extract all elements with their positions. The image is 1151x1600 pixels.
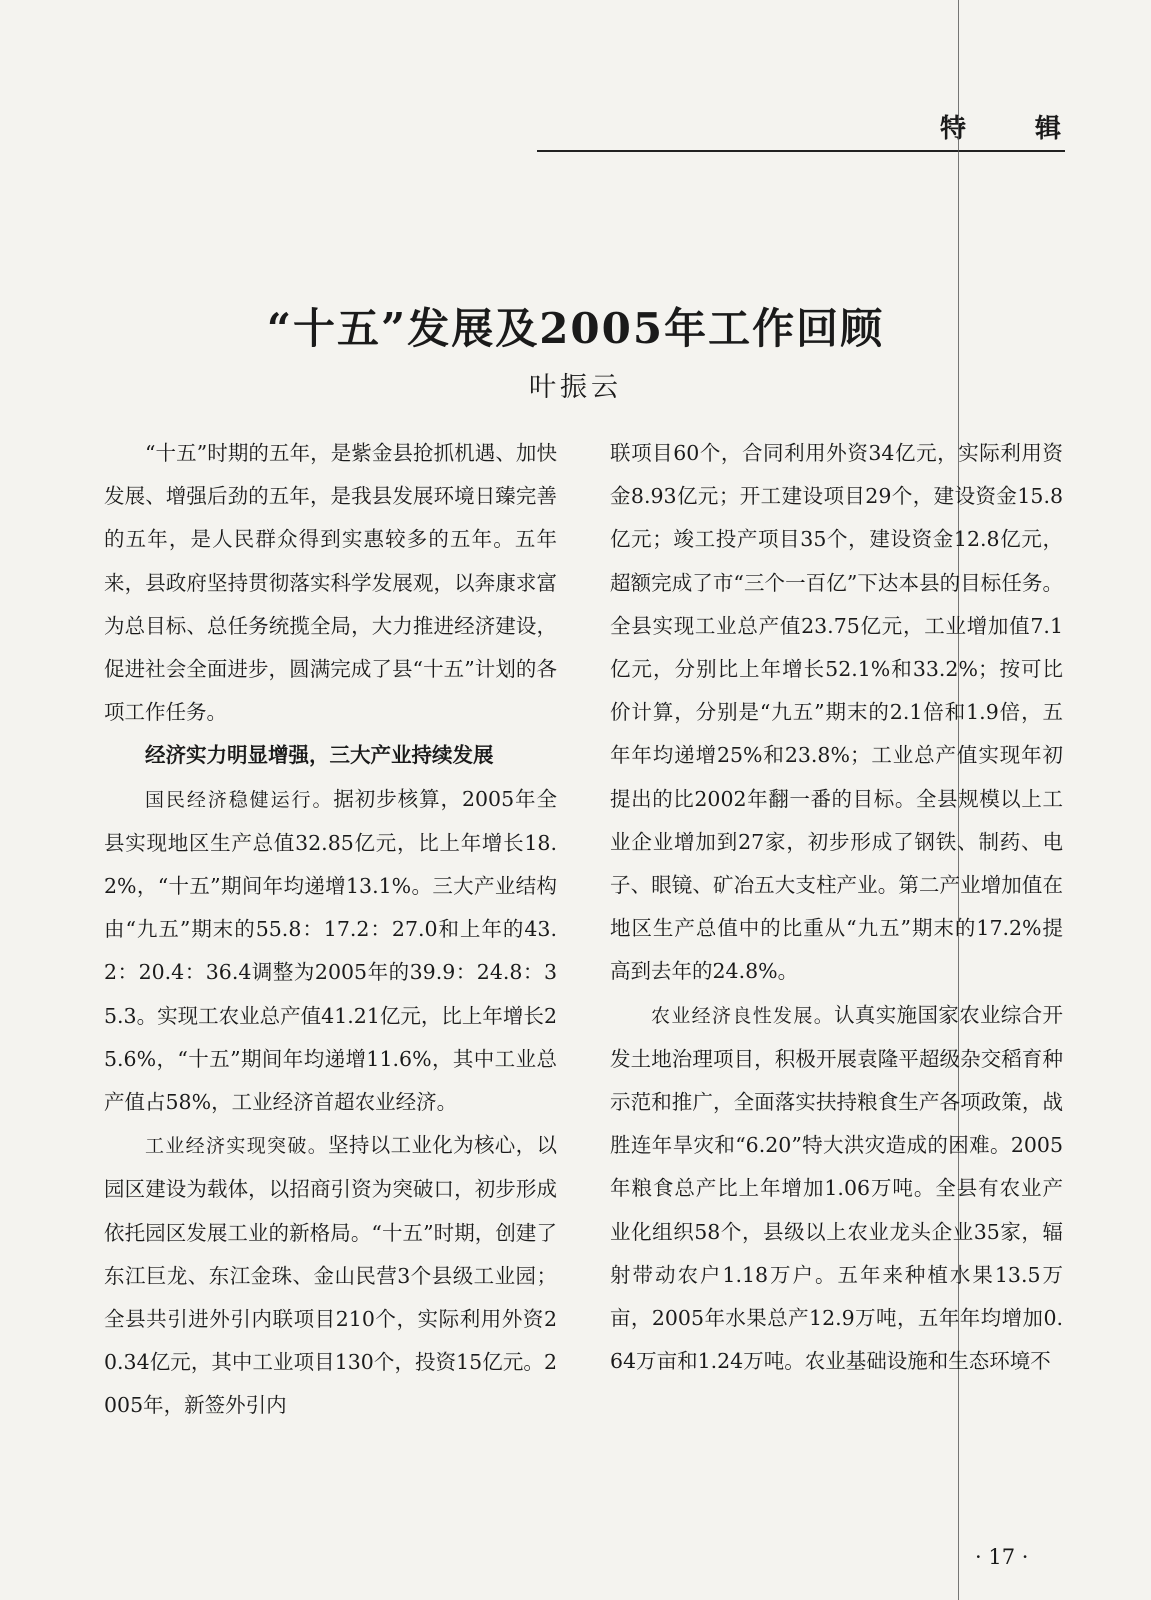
article-title: “十五”发展及2005年工作回顾 xyxy=(266,304,885,354)
header-rule xyxy=(537,150,1065,152)
article-author: 叶振云 xyxy=(529,372,622,403)
paragraph-lead: 农业经济良性发展。 xyxy=(651,1004,835,1027)
paragraph-text: 认真实施国家农业综合开发土地治理项目，积极开展袁隆平超级杂交稻育种示范和推广，全面落实扶持粮食生产各项政策，战胜连年旱灾和“6.20”特大洪灾造成的困难。2005年粮食总产比上年增加1.06万吨。全县有农业产业化组织58个，县级以上农业龙头企业35家，辐射带动农户1.18万户。五年来种植水果13.5万亩，2005年水果总产12.9万吨，五年年均增加0.64万亩和1.24万吨。农业基础设施和生态环境不 xyxy=(610,1002,1063,1374)
section-label: 特 辑 xyxy=(940,114,1092,144)
page-number: · 17 · xyxy=(975,1545,1029,1569)
left-column xyxy=(104,432,557,1428)
right-column xyxy=(610,432,1063,1383)
paragraph-industry-continued: 联项目60个，合同利用外资34亿元，实际利用资金8.93亿元；开工建设项目29个，建设资金15.8亿元；竣工投产项目35个，建设资金12.8亿元，超额完成了市“三个一百亿”下达本县的目标任务。全县实现工业总产值23.75亿元，工业增加值7.1亿元，分别比上年增长52.1%和33.2%；按可比价计算，分别是“九五”期末的2.1倍和1.9倍，五年年均递增25%和23.8%；工业总产值实现年初提出的比2002年翻一番的目标。全县规模以上工业企业增加到27家，初步形成了钢铁、制药、电子、眼镜、矿冶五大支柱产业。第二产业增加值在地区生产总值中的比重从“九五”期末的17.2%提高到去年的24.8%。 xyxy=(610,441,1063,984)
paragraph-agriculture xyxy=(610,994,1063,1384)
paragraph-industry xyxy=(104,1124,557,1427)
paragraph-lead: 国民经济稳健运行。 xyxy=(145,788,334,811)
paragraph-intro: “十五”时期的五年，是紫金县抢抓机遇、加快发展、增强后劲的五年，是我县发展环境日臻完善的五年，是人民群众得到实惠较多的五年。五年来，县政府坚持贯彻落实科学发展观，以奔康求富为总目标、总任务统揽全局，大力推进经济建设，促进社会全面进步，圆满完成了县“十五”计划的各项工作任务。 xyxy=(104,441,557,725)
paragraph-economy xyxy=(104,778,557,1125)
paragraph-lead: 工业经济实现突破。 xyxy=(145,1135,329,1158)
paragraph-text: 坚持以工业化为核心，以园区建设为载体，以招商引资为突破口，初步形成依托园区发展工业的新格局。“十五”时期，创建了东江巨龙、东江金珠、金山民营3个县级工业园；全县共引进外引内联项目210个，实际利用外资20.34亿元，其中工业项目130个，投资15亿元。2005年，新签外引内 xyxy=(104,1133,557,1418)
paragraph-text: 据初步核算，2005年全县实现地区生产总值32.85亿元，比上年增长18.2%，“十五”期间年均递增13.1%。三大产业结构由“九五”期末的55.8：17.2：27.0和上年的43.2：20.4：36.4调整为2005年的39.9：24.8：35.3。实现工农业总产值41.21亿元，比上年增长25.6%，“十五”期间年均递增11.6%，其中工业总产值占58%，工业经济首超农业经济。 xyxy=(104,786,557,1115)
section-heading: 经济实力明显增强，三大产业持续发展 xyxy=(145,743,494,768)
